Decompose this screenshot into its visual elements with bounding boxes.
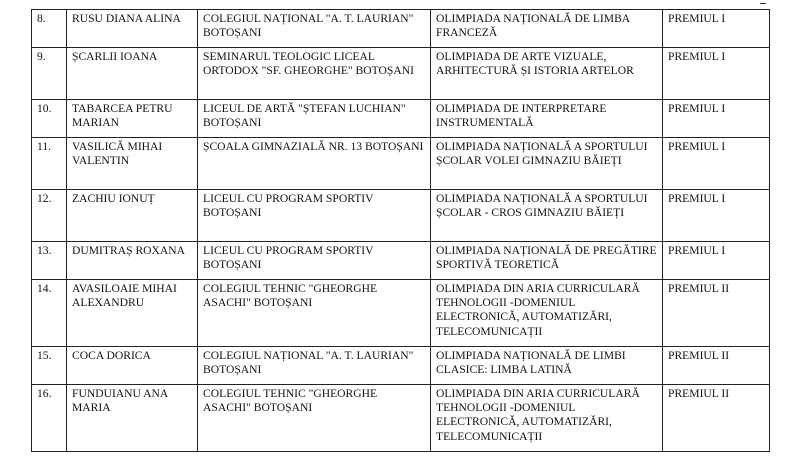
school-name: ȘCOALA GIMNAZIALĂ NR. 13 BOTOȘANI bbox=[198, 138, 431, 190]
page-corner-mark bbox=[760, 0, 766, 4]
table-row bbox=[32, 100, 770, 138]
row-number: 15. bbox=[32, 347, 67, 385]
student-name: COCA DORICA bbox=[67, 347, 198, 385]
olympiad-name: OLIMPIADA NAȚIONALĂ DE LIMBI CLASICE: LIMBA LATINĂ bbox=[431, 347, 663, 385]
school-name: COLEGIUL NAȚIONAL "A. T. LAURIAN" BOTOȘANI bbox=[198, 347, 431, 385]
school-name: COLEGIUL TEHNIC "GHEORGHE ASACHI" BOTOȘANI bbox=[198, 280, 431, 347]
school-name: COLEGIUL TEHNIC "GHEORGHE ASACHI" BOTOȘANI bbox=[198, 385, 431, 452]
olympiad-name: OLIMPIADA DE ARTE VIZUALE, ARHITECTURĂ ȘI ISTORIA ARTELOR bbox=[431, 48, 663, 100]
olympiad-name: OLIMPIADA NAȚIONALĂ DE LIMBA FRANCEZĂ bbox=[431, 10, 663, 48]
prize-label: PREMIUL II bbox=[663, 385, 770, 452]
prize-label: PREMIUL I bbox=[663, 138, 770, 190]
row-number: 14. bbox=[32, 280, 67, 347]
student-name: ZACHIU IONUȚ bbox=[67, 190, 198, 242]
school-name: LICEUL CU PROGRAM SPORTIV BOTOȘANI bbox=[198, 190, 431, 242]
olympiad-name: OLIMPIADA NAȚIONALĂ A SPORTULUI ȘCOLAR VOLEI GIMNAZIU BĂIEȚI bbox=[431, 138, 663, 190]
student-name: ȘCARLII IOANA bbox=[67, 48, 198, 100]
row-number: 12. bbox=[32, 190, 67, 242]
student-name: TABARCEA PETRU MARIAN bbox=[67, 100, 198, 138]
student-name: RUSU DIANA ALINA bbox=[67, 10, 198, 48]
table-row bbox=[32, 138, 770, 190]
row-number: 10. bbox=[32, 100, 67, 138]
table-row bbox=[32, 48, 770, 100]
table-row bbox=[32, 10, 770, 48]
olympiad-name: OLIMPIADA NAȚIONALĂ DE PREGĂTIRE SPORTIVĂ TEORETICĂ bbox=[431, 242, 663, 280]
olympiad-name: OLIMPIADA DIN ARIA CURRICULARĂ TEHNOLOGII -DOMENIUL ELECTRONICĂ, AUTOMATIZĂRI, TELECOMUNICAȚII bbox=[431, 385, 663, 452]
row-number: 16. bbox=[32, 385, 67, 452]
school-name: SEMINARUL TEOLOGIC LICEAL ORTODOX "SF. GHEORGHE" BOTOȘANI bbox=[198, 48, 431, 100]
prize-label: PREMIUL I bbox=[663, 100, 770, 138]
results-table bbox=[31, 9, 770, 452]
olympiad-name: OLIMPIADA NAȚIONALĂ A SPORTULUI ȘCOLAR - CROS GIMNAZIU BĂIEȚI bbox=[431, 190, 663, 242]
school-name: LICEUL CU PROGRAM SPORTIV BOTOȘANI bbox=[198, 242, 431, 280]
row-number: 9. bbox=[32, 48, 67, 100]
student-name: FUNDUIANU ANA MARIA bbox=[67, 385, 198, 452]
table-row bbox=[32, 242, 770, 280]
prize-label: PREMIUL II bbox=[663, 280, 770, 347]
prize-label: PREMIUL I bbox=[663, 190, 770, 242]
student-name: VASILICĂ MIHAI VALENTIN bbox=[67, 138, 198, 190]
school-name: COLEGIUL NAȚIONAL "A. T. LAURIAN" BOTOȘANI bbox=[198, 10, 431, 48]
school-name: LICEUL DE ARTĂ "ȘTEFAN LUCHIAN" BOTOȘANI bbox=[198, 100, 431, 138]
prize-label: PREMIUL II bbox=[663, 347, 770, 385]
prize-label: PREMIUL I bbox=[663, 48, 770, 100]
table-row bbox=[32, 190, 770, 242]
results-table-body bbox=[32, 10, 770, 452]
table-row bbox=[32, 347, 770, 385]
row-number: 11. bbox=[32, 138, 67, 190]
olympiad-name: OLIMPIADA DE INTERPRETARE INSTRUMENTALĂ bbox=[431, 100, 663, 138]
row-number: 8. bbox=[32, 10, 67, 48]
olympiad-name: OLIMPIADA DIN ARIA CURRICULARĂ TEHNOLOGII -DOMENIUL ELECTRONICĂ, AUTOMATIZĂRI, TELECOMUNICAȚII bbox=[431, 280, 663, 347]
student-name: DUMITRAȘ ROXANA bbox=[67, 242, 198, 280]
prize-label: PREMIUL I bbox=[663, 10, 770, 48]
prize-label: PREMIUL I bbox=[663, 242, 770, 280]
table-row bbox=[32, 385, 770, 452]
student-name: AVASILOAIE MIHAI ALEXANDRU bbox=[67, 280, 198, 347]
table-row bbox=[32, 280, 770, 347]
row-number: 13. bbox=[32, 242, 67, 280]
